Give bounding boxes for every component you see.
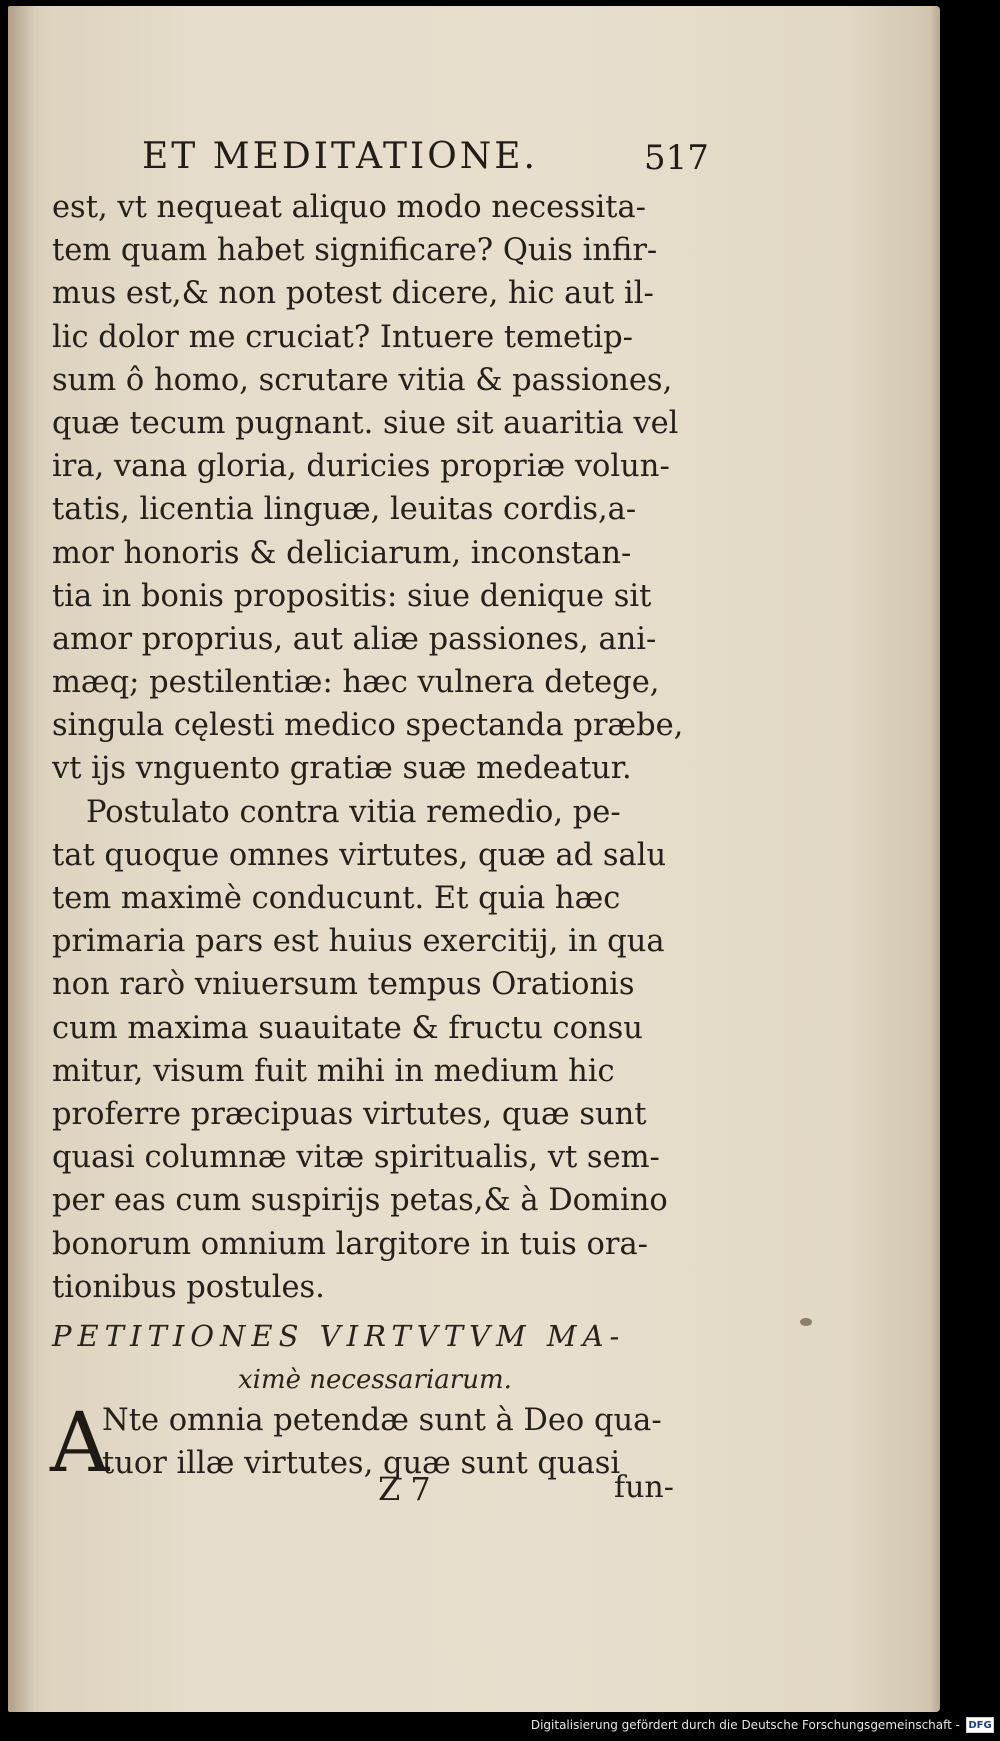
- text-line: sum ô homo, scrutare vitia & passiones,: [52, 362, 673, 398]
- dfg-logo-icon: DFG: [966, 1717, 994, 1733]
- text-line: Postulato contra vitia remedio, pe-: [86, 794, 621, 830]
- text-line: tat quoque omnes virtutes, quæ ad salu: [52, 837, 667, 873]
- text-line: mus est,& non potest dicere, hic aut il-: [52, 276, 654, 312]
- footer-credit: Digitalisierung gefördert durch die Deutsche Forschungsgemeinschaft -: [530, 1718, 960, 1732]
- text-line: amor proprius, aut aliæ passiones, ani-: [52, 621, 657, 657]
- text-line: mæq; pestilentiæ: hæc vulnera detege,: [52, 665, 660, 701]
- page-edge-shadow: [930, 6, 940, 1712]
- text-line: tia in bonis propositis: siue denique sit: [52, 578, 652, 614]
- section-heading-line-2: ximè necessariarum.: [238, 1364, 512, 1395]
- ink-spot: [800, 1318, 812, 1326]
- text-line: bonorum omnium largitore in tuis ora-: [52, 1226, 648, 1262]
- text-line: tatis, licentia linguæ, leuitas cordis,a-: [52, 492, 637, 528]
- paragraph-1: [52, 186, 702, 791]
- text-line: cum maxima suauitate & fructu consu: [52, 1010, 643, 1046]
- text-line: ira, vana gloria, duricies propriæ volun-: [52, 449, 670, 485]
- text-line: est, vt nequeat aliquo modo necessita-: [52, 190, 646, 225]
- text-line: non rarò vniuersum tempus Orationis: [52, 967, 635, 1003]
- section-heading-line-1: PETITIONES VIRTVTVM MA-: [52, 1318, 626, 1353]
- text-line: proferre præcipuas virtutes, quæ sunt: [52, 1096, 647, 1132]
- text-line: per eas cum suspirijs petas,& à Domino: [52, 1183, 668, 1219]
- text-line: tem quam habet significare? Quis infir-: [52, 233, 658, 269]
- text-line: quæ tecum pugnant. siue sit auaritia vel: [52, 405, 679, 441]
- page-number: 517: [644, 138, 709, 178]
- text-line: singula cęlesti medico spectanda præbe,: [52, 708, 684, 744]
- text-line: tuor illæ virtutes, quæ sunt quasi: [102, 1446, 621, 1482]
- text-line: tem maximè conducunt. Et quia hæc: [52, 881, 621, 916]
- text-line: mor honoris & deliciarum, inconstan-: [52, 535, 632, 571]
- book-page: [8, 6, 940, 1712]
- text-line: lic dolor me cruciat? Intuere temetip-: [52, 319, 633, 355]
- paragraph-2: [52, 791, 702, 1309]
- text-line: tionibus postules.: [52, 1269, 325, 1305]
- text-line: mitur, visum fuit mihi in medium hic: [52, 1053, 615, 1089]
- catchword: fun-: [614, 1470, 674, 1505]
- running-head: ET MEDITATIONE.: [142, 136, 538, 177]
- drop-capital: A: [50, 1395, 110, 1491]
- text-line: Nte omnia petendæ sunt à Deo qua-: [102, 1402, 662, 1438]
- text-line: primaria pars est huius exercitij, in qua: [52, 924, 665, 960]
- footer-bar: [0, 1712, 1000, 1741]
- section-heading: [52, 1315, 702, 1399]
- text-line: quasi columnæ vitæ spiritualis, vt sem-: [52, 1140, 660, 1176]
- signature-mark: Z 7: [378, 1470, 431, 1508]
- text-line: vt ijs vnguento gratiæ suæ medeatur.: [52, 751, 632, 787]
